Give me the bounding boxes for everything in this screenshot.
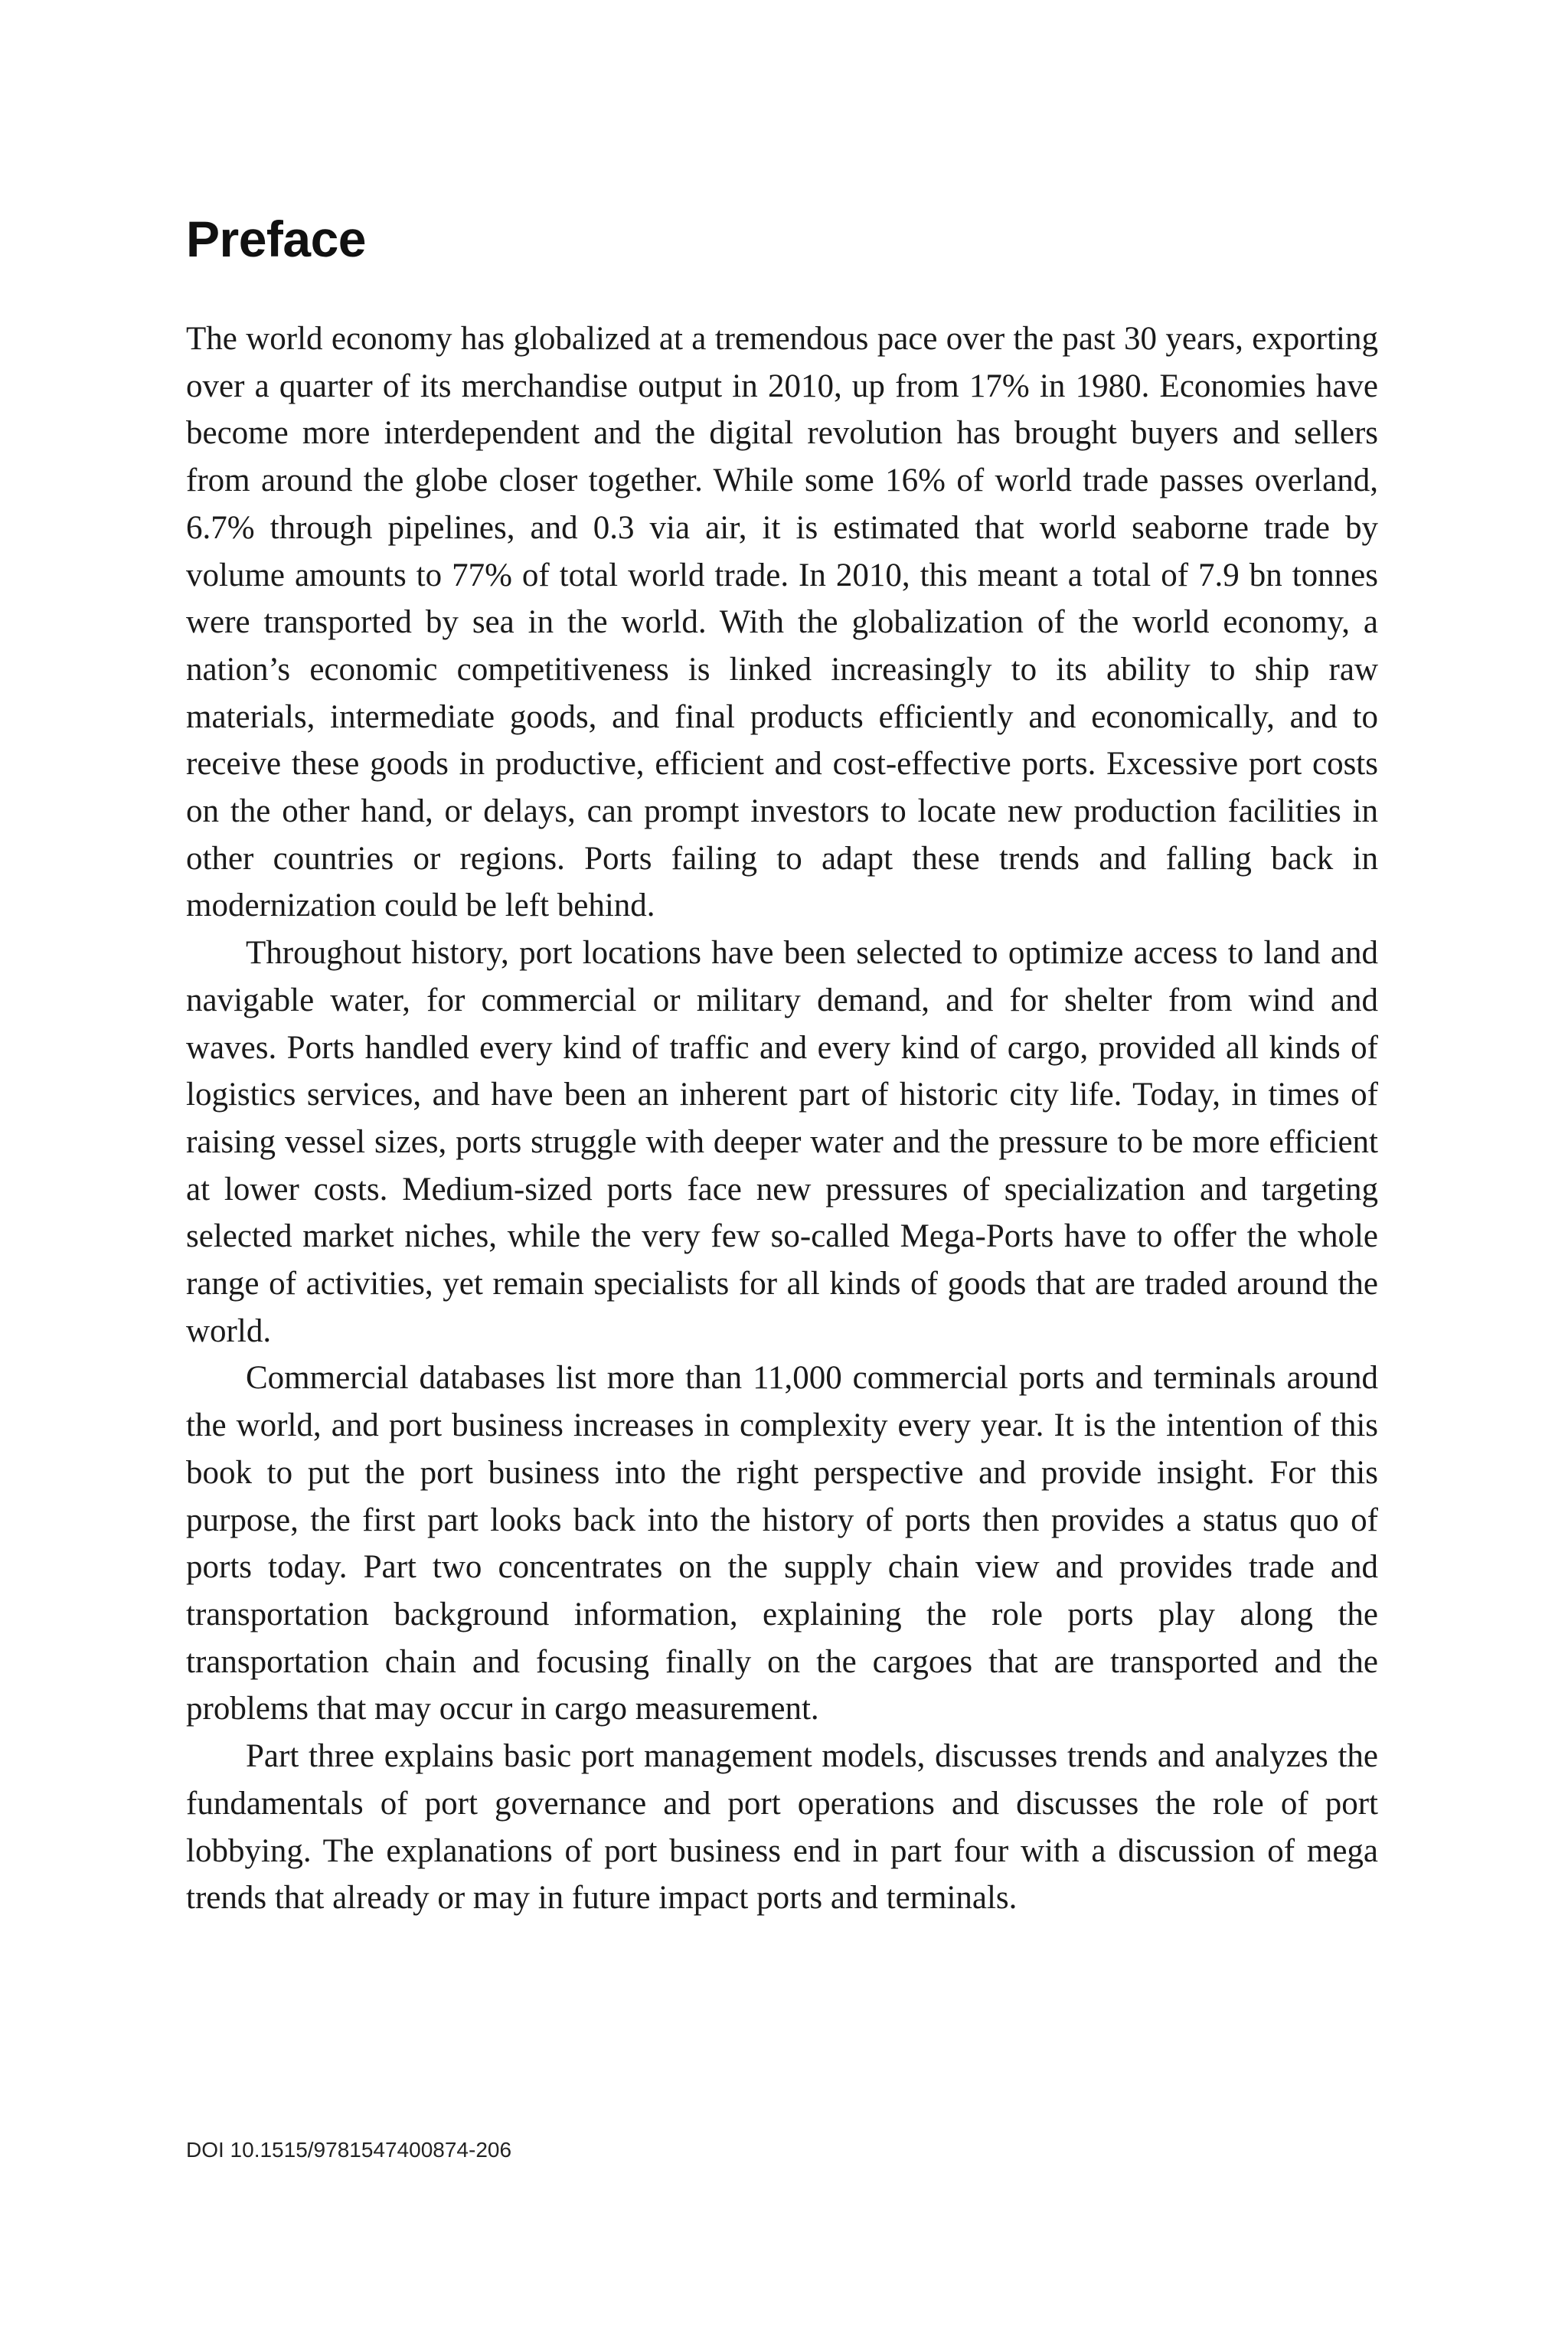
preface-body — [186, 315, 1378, 1922]
paragraph-2: Throughout history, port locations have been selected to optimize access to land and navigable water, for commercial or military demand, and for shelter from wind and waves. Ports handled every kind of traffic and every kind of cargo, provided all kinds of logistics services, and have been an inherent part of historic city life. Today, in times of raising vessel sizes, ports struggle with deeper water and the pressure to be more efficient at lower costs. Medium-sized ports face new pressures of specialization and targeting selected market niches, while the very few so-called Mega-Ports have to offer the whole range of activities, yet remain specialists for all kinds of goods that are traded around the world. — [186, 935, 1378, 1349]
page-title: Preface — [186, 211, 367, 267]
paragraph-1: The world economy has globalized at a tremendous pace over the past 30 years, exporting over a quarter of its merchandise output in 2010, up from 17% in 1980. Economies have become more interdependent and the digital revolution has brought buyers and sellers from around the globe closer together. While some 16% of world trade passes overland, 6.7% through pipelines, and 0.3 via air, it is estimated that world seaborne trade by volume amounts to 77% of total world trade. In 2010, this meant a total of 7.9 bn tonnes were transported by sea in the world. With the globalization of the world economy, a nation’s economic competitiveness is linked increasingly to its ability to ship raw materials, intermediate goods, and final products efficiently and economically, and to receive these goods in productive, efficient and cost-effective ports. Excessive port costs on the other hand, or delays, can prompt investors to locate new production facilities in other countries or regions. Ports failing to adapt these trends and falling back in modernization could be left behind. — [186, 321, 1378, 924]
doi-footer: DOI 10.1515/9781547400874-206 — [186, 2138, 512, 2162]
paragraph-3: Commercial databases list more than 11,000 commercial ports and terminals around the world, and port business increases in complexity every year. It is the intention of this book to put the port business into the right perspective and provide insight. For this purpose, the first part looks back into the history of ports then provides a status quo of ports today. Part two concentrates on the supply chain view and provides trade and transportation background information, explaining the role ports play along the transportation chain and focusing finally on the cargoes that are transported and the problems that may occur in cargo measurement. — [186, 1360, 1378, 1727]
paragraph-4: Part three explains basic port management models, discusses trends and analyzes the fundamentals of port governance and port operations and discusses the role of port lobbying. The explanations of port business end in part four with a discussion of mega trends that already or may in future impact ports and terminals. — [186, 1738, 1378, 1917]
